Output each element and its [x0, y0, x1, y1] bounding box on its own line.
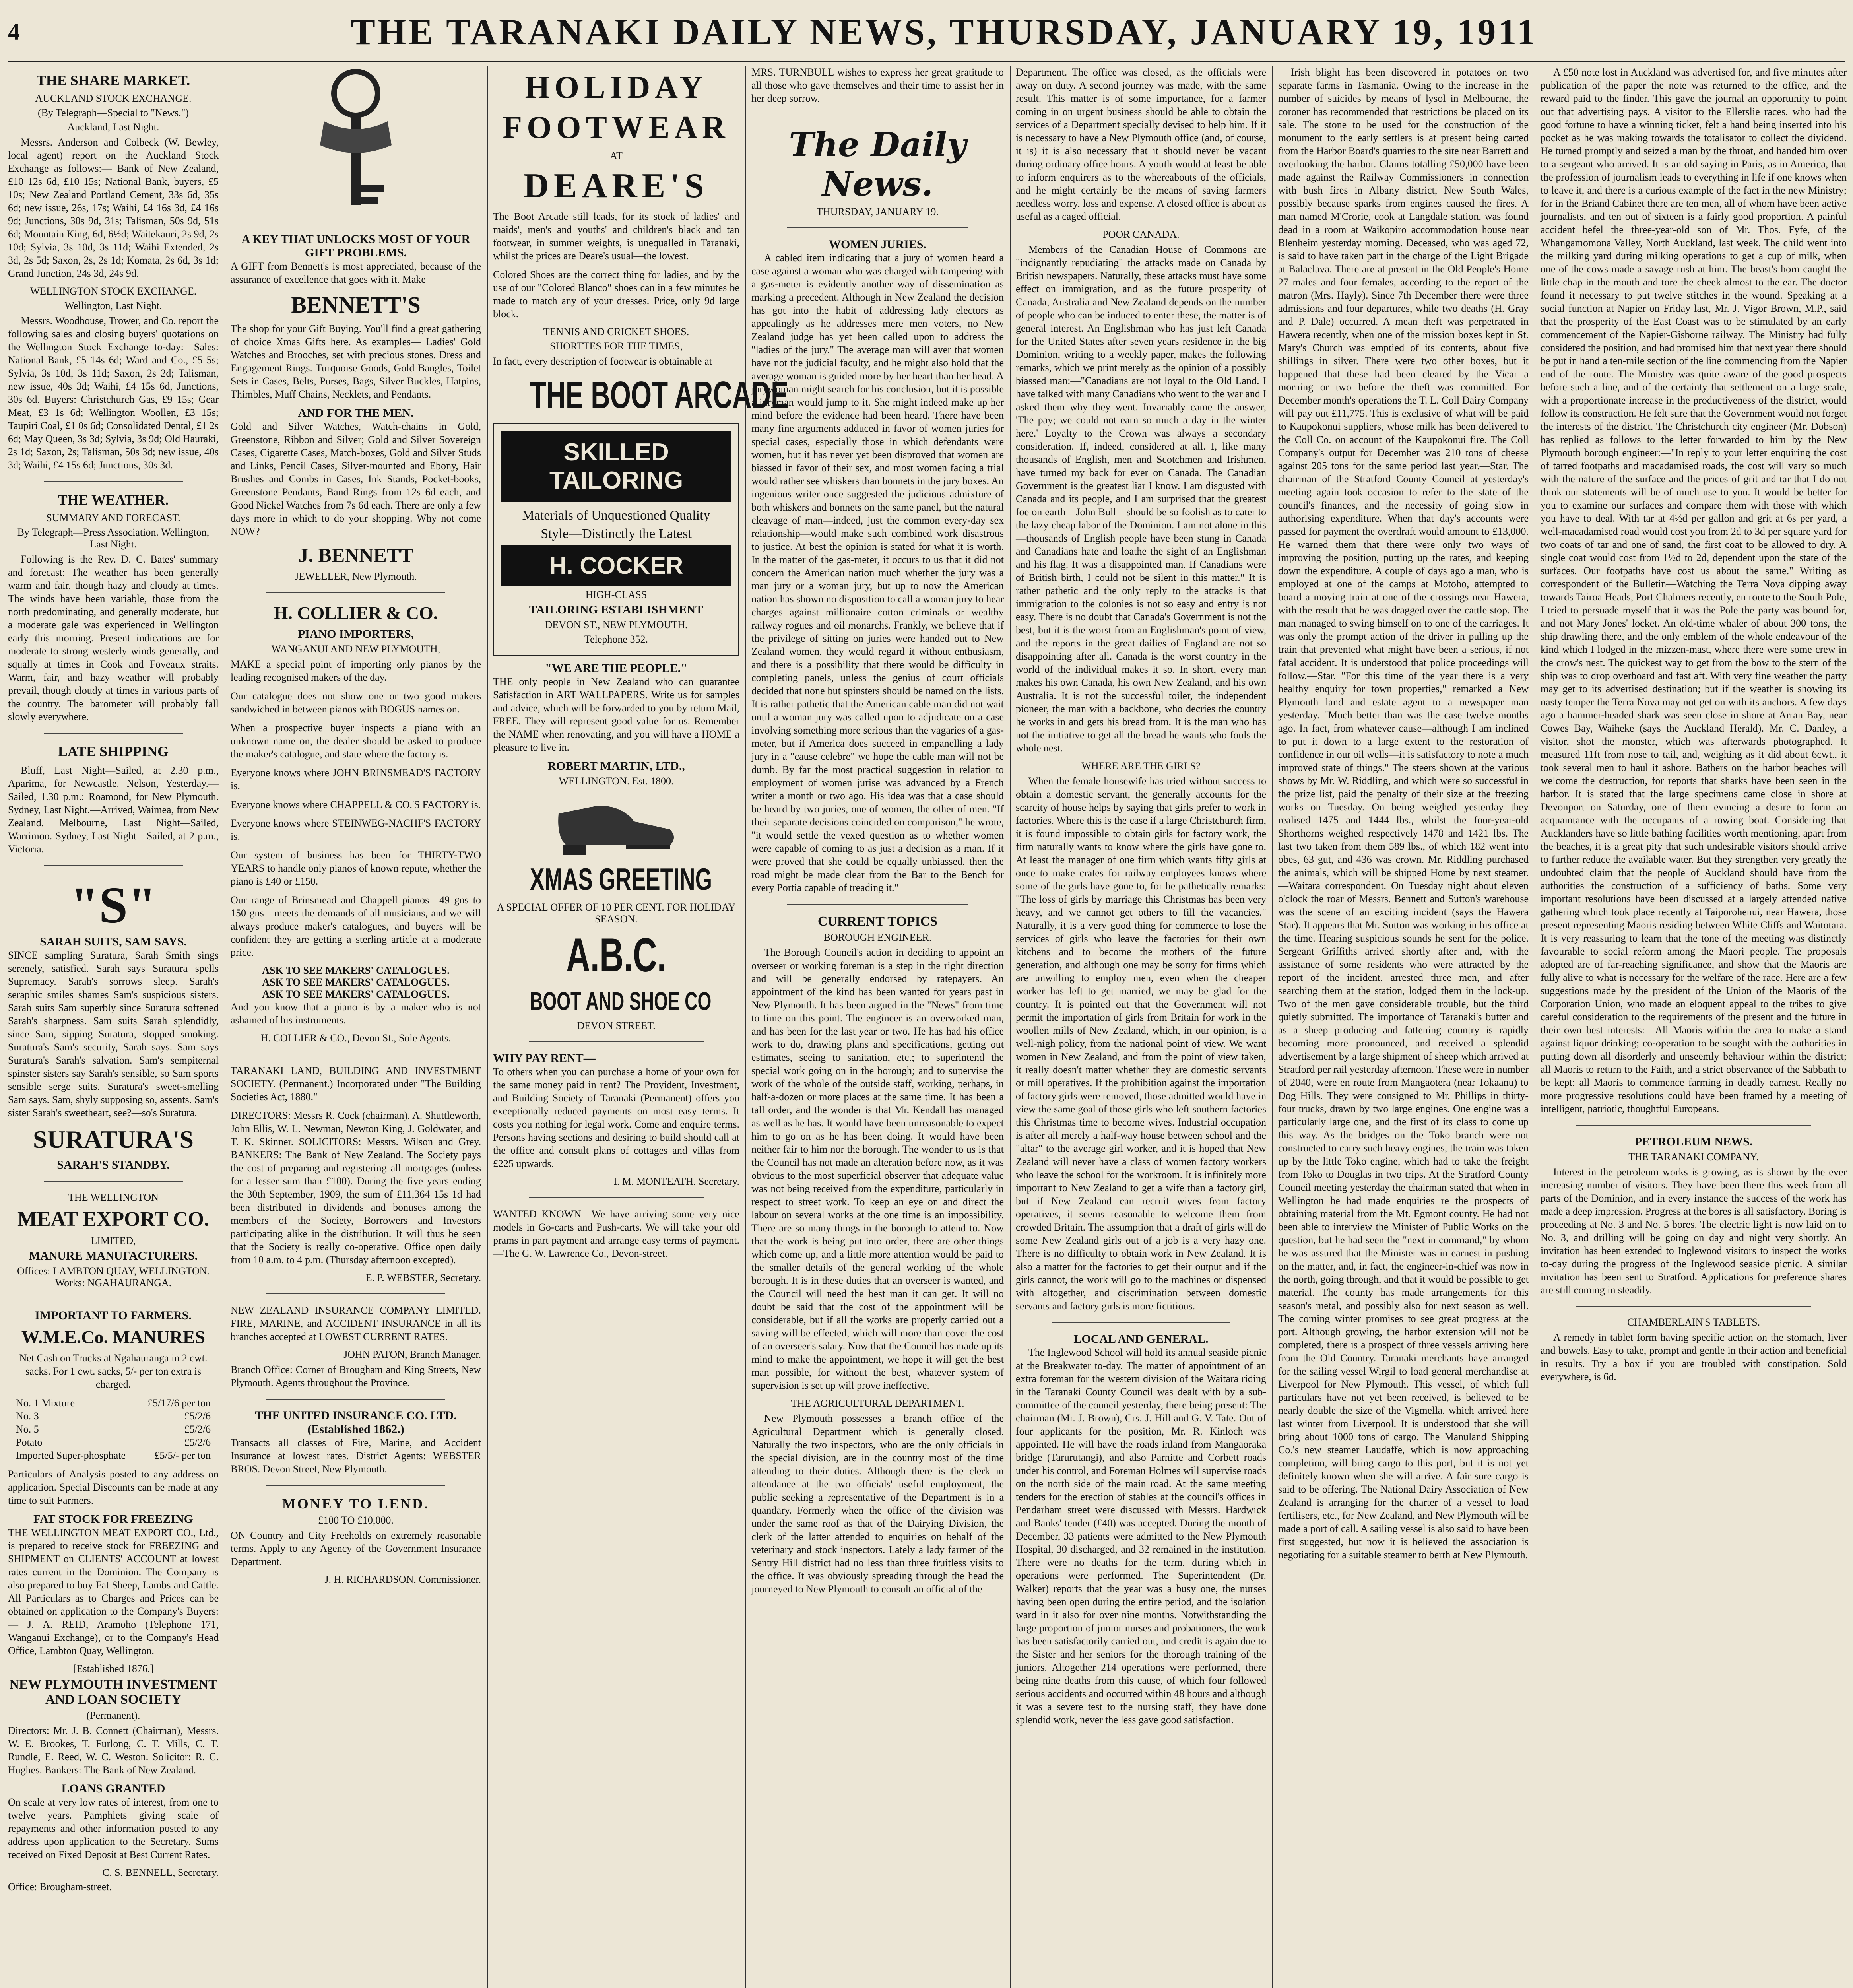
- wellington-report: Messrs. Woodhouse, Trower, and Co. report the following sales and closing buyers' quotations on the Wellington Stock Exchange to-day:—Sales: National Bank, £5 14s 6d; Ward and Co., £5 5s; Sylvia, 3s 10d, 3s 11d; Saxon, 2s 2d; Talisman, new issue, 40s 3d; Waihi, £4 15s 6d, Junctions, 30s 6d. Buyers: Christchurch Gas, £9 15s; Gear Meat, £3 1s 6d; Wellington Woollen, £3 15s; Taupiri Coal, £1 0s 6d; Consolidated Dental, £1 2s 6d; May Queen, 3s 3d; Sylvia, 3s 9d; Old Hauraki, 2s 1d; Saxon, 2s; Talisman, 50s 3d; new issue, 40s 3d; Waihi, £4 15s 6d; Junctions, 30s 3d.: [8, 315, 219, 471]
- collier-sub: WANGANUI AND NEW PLYMOUTH,: [271, 643, 440, 655]
- price-row: [16, 1423, 211, 1436]
- telegraph-line: (By Telegraph—Special to "News."): [38, 107, 189, 118]
- column-3: [493, 66, 789, 1988]
- local-general-text: The Inglewood School will hold its annual seaside picnic at the Breakwater to-day. The matter of appointment of an extra foreman for the western division of the Waitara riding in the Taranaki County Council was dealt with by a sub-committee of the council yesterday, there being present: The chairman (Mr. J. Brown), Crs. J. Hill and G. V. Tate. Out of four applicants for the position, Mr. R. Kinloch was appointed. He will have the roads inland from Mangaoraka bridge (Tarurutangi), and also Parnitte and Corbett roads under his control, and Foreman Holmes will supervise roads on the north side of the main road. At the same meeting tenders for the erection of stables at the council's offices in Pendarham street were discussed with Messrs. Hardwick and Banks' tender (£40) was accepted. During the month of December, 33 patients were admitted to the New Plymouth Hospital, 30 discharged, and 32 remained in the institution. There were no deaths for the term, during which in operations were performed. The Superintendent (Dr. Walker) reports that the year was a busy one, the nurses having been open during the entire period, and the isolation ward in it also for over nine months. Notwithstanding the large proportion of junior nurses and probationers, the work has been satisfactorily carried out, and credit is again due to the Sister and her seniors for the thorough training of the juniors. Altogether 214 operations were performed, there being nine deaths from this cause, of which four followed serious accidents and occurred within 48 hours and although it was a severe test to the nursing staff, they have done splendid work, never the less gave good satisfaction.: [1016, 1347, 1266, 1726]
- united-insurance-text: Transacts all classes of Fire, Marine, and Accident Insurance at lowest rates. District Agents: WEBSTER BROS. Devon Street, New Plymouth.: [231, 1437, 481, 1475]
- divider: [1576, 1125, 1811, 1126]
- office-line: Office: Brougham-street.: [8, 1881, 112, 1893]
- bennetts-text: The shop for your Gift Buying. You'll find a great gathering of choice Xmas Gifts here. As examples— Ladies' Gold Watches and Brooches, set with precious stones. Dress and Engagement Rings. Turquoise Goods, Gold Bangles, Toilet Sets in Cases, Belts, Purses, Bags, Silver Buckles, Hatpins, Thimbles, Muff Chains, Necklets, and Pendants.: [231, 323, 481, 400]
- why-pay-rent-heading: WHY PAY RENT—: [493, 1052, 596, 1065]
- collier-sub: PIANO IMPORTERS,: [297, 627, 414, 641]
- price-value: £5/2/6: [184, 1437, 211, 1448]
- collier-text: MAKE a special point of importing only pianos by the leading recognised makers of the day.: [231, 658, 481, 683]
- divider: [266, 1293, 445, 1294]
- cocker-name: H. COCKER: [501, 545, 731, 586]
- investment-society-title: NEW PLYMOUTH INVESTMENT AND LOAN SOCIETY: [9, 1677, 217, 1707]
- divider: [787, 904, 968, 905]
- deares-text: The Boot Arcade still leads, for its stock of ladies' and maids', men's and youths' and children's black and tan footwear, in summer weights, is unequalled in Taranaki, whilst the prices are Deare's usual—the lowest.: [493, 211, 739, 262]
- price-item: No. 3: [16, 1410, 39, 1422]
- price-row: [16, 1449, 211, 1462]
- united-insurance-heading: THE UNITED INSURANCE CO. LTD. (Established 1862.): [255, 1409, 457, 1436]
- investment-society-directors: Directors: Mr. J. B. Connett (Chairman), Messrs. W. E. Brookes, T. Furlong, C. T. Mills, C. T. Rundle, E. Reed, W. C. Weston. Solicitor: R. C. Hughes. Bankers: The Bank of New Zealand.: [8, 1725, 219, 1776]
- abc-street: DEVON STREET.: [577, 1020, 656, 1031]
- we-are-the-people: "WE ARE THE PEOPLE.": [545, 662, 687, 675]
- divider: [529, 1041, 704, 1042]
- women-juries-text: A cabled item indicating that a jury of women heard a case against a woman who was charged with tampering with a gas-meter is evidently another way of dissemination as marking a precedent. Although in New Zealand the decision has got into the habit of addressing lady electors as appealingly as he addresses mere men voters, no New Zealand judge has yet been called upon to address the "ladies of the jury." The average man will aver that women have not the judicial faculty, and he might also hold that the average woman is guided more by her heart than her head. A jurywoman might search for his conclusion, but it is possible a juryman would jump to it. She might indeed make up her mind before the evidence had been heard. There have been many fine arguments adduced in favor of women juries for special cases, especially those in which defendants were women, but it has never yet been disproved that women are biassed in favor of their sex, and most women facing a trial would rather see whiskers than bonnets in the jury boxes. An ingenious writer once suggested the judicious admixture of both whiskers and bonnets on the same panel, but the natural cleavage of man—indeed, just the common every-day sex relationship—would make such combined work disastrous to justice. At best the opinion is stated for what it is worth. In the matter of the gas-meter, it occurs to us that it did not concern the American nation much whether the jury was a man jury or a woman jury, but up to now the American nation has shown no disposition to call a woman jury to hear charges against millionaire cotton criminals or wealthy railway rogues and oil monarchs. Frankly, we believe that if the privilege of sitting on juries were handed out to New Zealand women, they would regard it without enthusiasm, and there is a possibility that there would be difficulty in completing panels, unless the genius of court officials decided that none but spinsters should be named on the lists. It is rather pathetic that the American cable man did not wait until a woman jury was called upon to adjudicate on a case involving something more serious than the vagaries of a gas-meter, but if America does succeed in empanelling a lady jury in a "cause celebre" we hope the cable man will not be dumb. By far the most practical suggestion in relation to employment of women jurise was advanced by a French writer a month or two ago. His idea was that a case should be heard by two juries, one of women, the other of men. "If their separate decisions coincided on comparison," he wrote, "it would settle the vexed question as to whether women were capable of coming to as just a decision as a man. If it were proved that she could be equally unbiassed, then the road might be made clear from the Bar to the Bench for every Portia capable of treading it.": [751, 252, 1004, 893]
- suratura-ad-text: SINCE sampling Suratura, Sarah Smith sings serenely, satisfied. Sarah says Suratura spells Supremacy. Sarah's sorrows sleep. Sarah's seraphic smiles shames Sam's suspicious sisters. Sarah suits Sam superbly since Suratura softened Sarah's sharpness. Sam suits Sarah splendidly, since Sam, sipping Suratura, stopped smoking. Suratura's Sam's security, Sarah says. Sam says Suratura's Sarah's salvation. Sam's sempiternal spinster sisters say Sarah's sensible, so Sam sports sensible serge suits. Suratura's sweet-smelling Sam says. Sam, shyly supposing so, assents. Sam's sister Sarah's sweetheart, see?—so's Suratura.: [8, 949, 219, 1118]
- agricultural-dept-continued: Department. The office was closed, as the officials were away on duty. A second journey was made, with the same result. This matter is of some importance, for a farmer coming in on urgent business should be able to obtain the services of a Department specially devised to help him. If it is necessary to have a New Plymouth office (and, of course, it is) it is also necessary that it should never be vacant during ordinary office hours. A youth would at least be able to inform enquirers as to the whereabouts of the officials, and he might certainly be the means of saving farmers needless worry, loss and expense. A closed office is about as useful as a caged official.: [1016, 66, 1266, 222]
- nz-insurance-sign: JOHN PATON, Branch Manager.: [343, 1349, 481, 1360]
- divider: [1052, 1322, 1230, 1323]
- wellington-exchange-heading: WELLINGTON STOCK EXCHANGE.: [30, 285, 197, 297]
- key-illustration: [308, 66, 404, 233]
- key-text: A GIFT from Bennett's is most appreciated, because of the assurance of excellence that goes with it. Make: [231, 260, 481, 285]
- established-line: [Established 1876.]: [73, 1663, 154, 1674]
- loans-text: On scale at very low rates of interest, from one to twelve years. Pamphlets giving scale of repayments and other information posted to any address upon application to the Secretary. Sums received on Fixed Deposit at Best Current Rates.: [8, 1796, 219, 1860]
- divider: [44, 733, 183, 734]
- column-rule: [1010, 66, 1011, 1988]
- bennetts-title: BENNETT'S: [291, 292, 421, 318]
- meat-co-line: MANURE MANUFACTURERS.: [29, 1249, 198, 1262]
- why-pay-rent-sign: I. M. MONTEATH, Secretary.: [613, 1176, 739, 1187]
- current-topics-heading: CURRENT TOPICS: [817, 914, 938, 929]
- deares-title: DEARE'S: [524, 167, 709, 205]
- farmers-heading: IMPORTANT TO FARMERS.: [35, 1309, 192, 1322]
- abc-boot-shoe: BOOT AND SHOE CO: [530, 987, 712, 1015]
- taranaki-land-text: DIRECTORS: Messrs R. Cock (chairman), A. Shuttleworth, John Ellis, W. L. Newman, Newton King, J. Goldwater, and T. K. Skinner. SOLICITORS: Messrs. Wilson and Grey. BANKERS: The Bank of New Zealand. The Society pays the cost of preparing and registering all mortgages (unless for a lesser sum than £100). During the five years ending the 30th September, 1909, the sum of £11,364 15s 1d had been distributed in dividends and bonuses among the members of the Society, Borrowers and Investors participating alike in the distribution. It will thus be seen that the Society is really co-operative. Office open daily from 10 a.m. to 4 p.m. (Thursday afternoon excepted).: [231, 1110, 481, 1266]
- price-row: [16, 1436, 211, 1449]
- cocker-telephone: Telephone 352.: [584, 633, 648, 645]
- holiday-footwear-title: FOOTWEAR: [503, 110, 730, 145]
- shoe-illustration: [551, 790, 682, 857]
- deares-text: Colored Shoes are the correct thing for ladies, and by the use of our "Colored Blanco" shoes can in a few minutes be made to match any of your dresses. Price, only 9d large block.: [493, 269, 739, 320]
- share-market-heading: THE SHARE MARKET.: [36, 72, 190, 88]
- suratura-title: SURATURA'S: [33, 1125, 194, 1153]
- taranaki-land-sign: E. P. WEBSTER, Secretary.: [365, 1272, 481, 1283]
- taranaki-company-heading: THE TARANAKI COMPANY.: [1628, 1151, 1759, 1163]
- price-value: £5/2/6: [184, 1410, 211, 1422]
- meat-co-line: LIMITED,: [91, 1235, 136, 1246]
- j-bennett-sub: JEWELLER, New Plymouth.: [295, 571, 417, 582]
- chamberlains-text: A remedy in tablet form having specific action on the stomach, liver and bowels. Easy to take, prompt and gentle in their action and beneficial in results. Try a box if you are troubled with constipation. Sold everywhere, is 6d.: [1541, 1332, 1847, 1382]
- j-bennett-name: J. BENNETT: [298, 544, 413, 566]
- fat-stock-heading: FAT STOCK FOR FREEZING: [33, 1512, 193, 1526]
- weather-subheading: SUMMARY AND FORECAST.: [46, 512, 180, 524]
- investment-society-sub: (Permanent).: [86, 1710, 140, 1721]
- borough-engineer-text: The Borough Council's action in deciding to appoint an overseer or working foreman is a step in the right direction and will be generally endorsed by ratepayers. An appointment of the kind has been wanted for years past in New Plymouth. It has been argued in the "News" from time to time on this point. The engineer is an overworked man, and has been for the last year or two. He has had his office work to do, drawing plans and specifications, getting out estimates, seeing to sanitation, etc.; to superintend the special work going on in the borough; and to supervise the work of the whole of the outside staff, working, perhaps, in half-a-dozen or more places at the same time. It has been a tall order, and the wonder is that Mr. Kendall has managed as well as he has. It would have been unreasonable to expect him to go on as he has been doing. It would have been neither fair to him nor the borough. The wonder to us is that the Council has not made an alteration before now, as it was obvious to the most superficial observer that adequate value was not being received from the expenditure, particularly in respect to street work. To keep an eye on and direct the labour on several works at the one time is an impossibility. There are so many things in the borough to attend to. Now that the work is being put into order, there are other things which come up, and a little more attention would be paid to the smaller details of the general working of the whole borough. It is in these duties that an overseer is wanted, and the Council will need the best man it can get. It will no doubt be said that the cost of the appointment will be considerable, but if all the works are properly carried out a saving will be effected, which will more than cover the cost of an overseer's salary. Now that the Council has made up its mind to make the appointment, we hope it will get the best man possible, for without the best, whatever system of supervision is set up will prove ineffective.: [751, 947, 1004, 1391]
- price-item: Potato: [16, 1437, 43, 1448]
- catalogue-line: ASK TO SEE MAKERS' CATALOGUES.: [262, 977, 450, 988]
- catalogue-line: ASK TO SEE MAKERS' CATALOGUES.: [262, 988, 450, 1000]
- money-to-lend-heading: MONEY TO LEND.: [282, 1496, 430, 1512]
- for-the-men-heading: AND FOR THE MEN.: [298, 406, 414, 419]
- auckland-report: Messrs. Anderson and Colbeck (W. Bewley, local agent) report on the Auckland Stock Exchange as follows:— Bank of New Zealand, £10 12s 6d, £10 15s; National Bank, buyers, £5 10s; New Zealand Portland Cement, 33s 6d, 35s 6d; new issue, 26s, 17s; Waihi, £4 16s 3d, £4 16s 9d; Junctions, 30s 9d, 31s; Talisman, 50s 9d, 51s 6d; Mountain King, 6d, 6½d; Waitekauri, 2s 9d, 2s 10d; Sylvia, 3s 10d, 3s 11d; Waihi Extended, 2s 3d, 2s 5d; Saxon, 2s, 2s 1d; Komata, 2s 6d, 3s 1d; Grand Junction, 24s 3d, 24s 9d.: [8, 136, 219, 279]
- collier-title: H. COLLIER & CO.: [274, 603, 438, 623]
- collier-text: Everyone knows where JOHN BRINSMEAD'S FACTORY is.: [231, 767, 481, 792]
- collier-text: And you know that a piano is by a maker who is not ashamed of his instruments.: [231, 1001, 481, 1026]
- for-the-men-text: Gold and Silver Watches, Watch-chains in Gold, Greenstone, Ribbon and Silver; Gold and Silver Sovereign Cases, Cigarette Cases, Match-boxes, Gold and Silver Studs and Links, Pencil Cases, Silver-mounted and Ebony, Hair Brushes and Combs in Cases, Ink Stands, Pocket-books, Greenstone Pendants, Band Rings from 12s 6d each, and Good Nickel Watches from 7s 6d each. There are only a few days more in which to do your shopping. Why not come NOW?: [231, 421, 481, 537]
- divider: [44, 481, 183, 482]
- price-row: [16, 1409, 211, 1423]
- price-value: £5/2/6: [184, 1423, 211, 1435]
- price-item: No. 1 Mixture: [16, 1397, 75, 1409]
- manures-title: W.M.E.Co. MANURES: [21, 1327, 206, 1347]
- column-2: [231, 66, 481, 1988]
- wanted-known-text: WANTED KNOWN—We have arriving some very nice models in Go-carts and Push-carts. We will take your old prams in part payment and arrange easy terms of payment.—The G. W. Lawrence Co., Devon-street.: [493, 1208, 739, 1259]
- catalogue-line: ASK TO SEE MAKERS' CATALOGUES.: [262, 965, 450, 976]
- xmas-offer: A SPECIAL OFFER OF 10 PER CENT. FOR HOLIDAY SEASON.: [497, 901, 736, 925]
- collier-text: Our catalogue does not show one or two good makers sandwiched in between pianos with BOGUS names on.: [231, 690, 481, 715]
- meat-export-title: MEAT EXPORT CO.: [17, 1208, 210, 1231]
- dateline: Auckland, Last Night.: [67, 121, 159, 133]
- divider: [44, 865, 183, 866]
- dateline: Wellington, Last Night.: [64, 300, 162, 311]
- nz-insurance-text: NEW ZEALAND INSURANCE COMPANY LIMITED. FIRE, MARINE, and ACCIDENT INSURANCE in all its branches accepted at LOWEST CURRENT RATES.: [231, 1305, 481, 1342]
- boot-arcade-title: THE BOOT ARCADE: [530, 374, 789, 416]
- cocker-high-class: HIGH-CLASS: [585, 589, 647, 600]
- money-to-lend-sub: £100 TO £10,000.: [318, 1514, 394, 1526]
- meat-co-line: THE WELLINGTON: [68, 1192, 159, 1203]
- page-title: THE TARANAKI DAILY NEWS, THURSDAY, JANUARY 19, 1911: [351, 12, 1538, 52]
- price-value: £5/17/6 per ton: [147, 1397, 211, 1409]
- price-item: Imported Super-phosphate: [16, 1450, 126, 1461]
- robert-martin-name: ROBERT MARTIN, LTD.,: [547, 759, 685, 773]
- paper-nameplate: The Daily News.: [789, 125, 966, 204]
- auckland-exchange-heading: AUCKLAND STOCK EXCHANGE.: [35, 93, 192, 104]
- at-line: AT: [610, 150, 623, 161]
- local-general-continued: Irish blight has been discovered in potatoes on two separate farms in Tasmania. Owing to the increase in the number of suicides by means of lysol in Melbourne, the coroner has recommended that restrictions be placed on its sale. The stone to be used for the construction of the monument to the early settlers is at present being carted from the Harbor Board's quarries to the site near Barrett and overlooking the harbor. Claims totalling £50,000 have been made against the Railway Commissioners in connection with bush fires in Albany district, New South Wales, possibly because sparks from engines caused the fires. A man named M'Crorie, cook at Langdale station, was found dead in a room at Waikopiro accommodation house near Blenheim yesterday morning. Deceased, who was aged 72, is said to have taken part in the charge of the Light Brigade at Balaclava. There are at present in the Old People's Home 27 males and four females, according to the report of the matron (Mrs. Hayly). Since 7th December there were three admissions and four departures, while two deaths (H. Gray and P. Dale) occurred. A mean theft was perpetrated in Hawera recently, when one of the mission boxes kept in St. Mary's Church was emptied of its contents, about five shillings in silver. There were two other boxes, but it happened that these had been cleared by the Vicar a morning or two before the theft was committed. For December month's operations the T. L. Coll Dairy Company will pay out £11,775. This is exclusive of what will be paid to Kaupokonui suppliers, whose milk has been delivered to the Coll Co. on account of the Kaupokonui fire. The Coll Company's output for December was 210 tons of cheese against 205 tons for the same period last year.—Star. The chairman of the Stratford County Council at yesterday's meeting again took occasion to refer to the state of the council's finances, and the necessity of going slow in authorising expenditure. When that day's accounts were passed for payment the overdraft would amount to £13,000. He warned them that there were only two ways of improving the position, putting up the rates, and keeping down the expenditure. A couple of days ago a man, who is employed at one of the camps at Motoho, attempted to board a moving train at one of the crossings near Hawera, with the result that he was dragged over the cattle stop. The man managed to swing himself on to one of the carriages. It was only the prompt action of the driver in pulling up the train that prevented what might have been a serious, if not fatal accident. It is understood that police proceedings will follow.—Star. "For this time of the year there is a very healthy enquiry for town properties," remarked a New Plymouth land and estate agent to a newspaper man yesterday. "Much better than was the case twelve months ago. In fact, from whatever cause—although I am inclined to put it down to a large extent to the restoration of confidence in our oil wells—it is satisfactory to note a much improved state of things." The steers shown at the various shows by Mr. W. Riddling, and which were so successful in the prize list, paid the penalty of their size at the freezing works on Tuesday. On being weighed yesterday they realised 1475 and 1444 lbs., whilst the four-year-old Shorthorns weighed respectively 1478 and 1421 lbs. The last two taken from them 589 lbs., of which 182 went into obes, 63 gut, and 436 was crown. Mr. Riddling purchased the animals, which will be shipped Home by next steamer.—Waitara correspondent. On Tuesday night about eleven o'clock the roar of Messrs. Bennett and Sutton's warehouse was the scene of an exciting incident (says the Hawera Star). It appears that Mr. Sutton was working in his office at the time. Hearing suspicious sounds he sent for the police. Sergeant Griffiths arrived shortly after and, with the assistance of some residents who were attracted by the report of the incident, arrested three men, and after searching them at the station, lodged them in the lock-up. Two of the men gave considerable trouble, but the third quietly submitted. The importance of Taranaki's butter and as a sheep producing and fattening country is rapidly becoming more pronounced, and received a splendid advertisement by a large shipment of sheep which arrived at Stratford per rail yesterday afternoon. These were in number of 2040, were en route from Mangaotera (near Tokaanu) to Dog Hills. They were consigned to Mr. Phillips in thirty-four trucks, drawn by two large engines. One engine was a particularly large one, and the first of its class to come up this way. As the bridges on the Toko branch were not constructed to carry such heavy engines, the train was taken up by the little Toko engine, which had to take the freight from Toko to Douglas in two trips. At the Stratford County Council meeting yesterday the chairman stated that when in Wellington he had made enquiries re the prospects of obtaining material from the Mt. Egmont county. He had not been able to interview the Minister of Public Works on the question, but he had seen the "next in command," by whom he was assured that the Minister was in earnest in pushing on the matter, and, in fact, the engineer-in-chief was now in the north, going through, and that it would be possible to get material. The county has made arrangements for this season's metal, and possibly also for next season as well. The coming winter promises to see great progress at the port. Although growing, the harbor extension will not be completed, there is a prospect of three vessels arriving here from the Old Country. Taranaki merchants have arranged for the sailing vessel Wirgil to load general merchandise at Liverpool for New Plymouth. This vessel, of which full particulars have not yet been received, is believed to be nearly double the size of the Vigmella, which arrived here last winter from Liverpool. It is understood that she will bring about 1000 tons of cargo. The Manuland Shipping Co.'s new steamer Laudaffe, which is now approaching completion, will bring cargo to this port, but it is not yet definitely known when she will arrive. A fair sure cargo is said to be offering. The National Dairy Association of New Zealand is arranging for the charter of a vessel to load fertilisers, etc., for New Zealand, and New Plymouth will be made a port of call. A sailing vessel is also said to have been first suggested, but now it is believed the association is negotiating for a suitable steamer to berth at New Plymouth.: [1278, 66, 1529, 1561]
- taranaki-land-heading: TARANAKI LAND, BUILDING AND INVESTMENT SOCIETY. (Permanent.) Incorporated under "The Building Societies Act, 1880.": [231, 1065, 481, 1103]
- column-4: [751, 66, 1004, 1988]
- column-rule: [1272, 66, 1273, 1988]
- money-to-lend-sign: J. H. RICHARDSON, Commissioner.: [324, 1574, 481, 1585]
- column-rule: [487, 66, 488, 1988]
- shortt-line: SHORTTES FOR THE TIMES,: [549, 340, 683, 352]
- column-rule: [745, 66, 746, 1988]
- borough-engineer-heading: BOROUGH ENGINEER.: [823, 932, 932, 943]
- agricultural-dept-text: New Plymouth possesses a branch office of the Agricultural Department which is generally closed. Naturally the two inspectors, who are the only officials in the special division, are in the country most of the time attending to their duties. Although there is the clerk in attendance at the two officials' useful employment, the public seeking a representative of the Department is in a quandary. Formerly when the office of the division was under the same roof as that of the Dairying Division, the clerk of the latter attended to enquiries on behalf of the veterinary and stock inspectors. Lately a lady farmer of the Sentry Hill district had no less than three fruitless visits to the office. It was obviously spreading through the head the journeyed to New Plymouth to consult an official of the: [751, 1413, 1004, 1595]
- suratura-subheading: SARAH SUITS, SAM SAYS.: [40, 935, 187, 948]
- suratura-tagline: SARAH'S STANDBY.: [57, 1158, 170, 1171]
- petroleum-news-heading: PETROLEUM NEWS.: [1634, 1135, 1753, 1148]
- collier-text: Our system of business has been for THIRTY-TWO YEARS to handle only pianos of known repute, whether the piano is £40 or £150.: [231, 849, 481, 887]
- key-heading: A KEY THAT UNLOCKS MOST OF YOUR GIFT PROBLEMS.: [241, 233, 470, 259]
- poor-canada-text: Members of the Canadian House of Commons are "indignantly repudiating" the attacks made on Canada by British newspapers. Naturally, these attacks must have some effect on immigration, and as the future prosperity of Canada, Australia and New Zealand depends on the number of people who can be induced to enter these, the matter is of general interest. An Englishman who has just left Canada for the United States after seven years residence in the big Dominion, writing to a weekly paper, makes the following remarks, which we print merely as the opinion of a possibly biassed man:—"Canadians are not loyal to the Old Land. I have talked with many Canadians who went to the war and I asked them why they went. Invariably came the answer, 'The pay; we could not earn so much a day in the winter here.' Loyalty to the Crown was always a secondary consideration. If, indeed, considered at all. I, like many thousands of English, men and Scotchmen and Irishmen, have turned my back for ever on Canada. The Canadian Government is the greatest liar I know. I am disgusted with Canada and its people, and I am surprised that the greatest foe on earth—John Bull—should be so foolish as to cater to the lazy cheap labor of the Dominion. I am not alone in this—thousands of English people have been stung in Canada and Canadians hate and loathe the sight of an Englishman and his flag. It was a disappointed man. If Canadians were of British birth, I could not be silent in this matter." It is rather pathetic and the only reply to the attacks is that immigration to the colonies is not so easy and entry is not easy. There is no doubt that Canada's Government is not the best, but it is the worst from an Englishman's point of view, and the reports in the great dailies of England are not so disappointing after all. Canada is the worst country in the world of the individual makes it so. In short, every man makes his own Canada, his own New Zealand, and his own Australia. It is not the successful toiler, the independent pioneer, the man with a backbone, who decries the country he works in and gets his bread from. It is the man who has not the initiative to get all the bread he wants who fouls the whole nest.: [1016, 244, 1266, 754]
- taranaki-company-text: Interest in the petroleum works is growing, as is shown by the ever increasing number of visitors. They have been there this week from all parts of the Dominion, and in every instance the success of the work has made a deep impression. Progress at the bores is all satisfactory. Boring is proceeding at No. 3 and No. 5 bores. The electric light is now laid on to No. 3, and drilling will be going on day and night very shortly. An invitation has been extended to Inglewood visitors to inspect the works to-day during the progress of the Inglewood seaside picnic. A similar invitation has been sent to Stratford. Applications for preference shares are still coming in steadily.: [1541, 1166, 1847, 1296]
- tennis-line: TENNIS AND CRICKET SHOES.: [543, 326, 689, 338]
- manures-text: Particulars of Analysis posted to any address on application. Special Discounts can be made at any time to suit Farmers.: [8, 1468, 219, 1506]
- shipping-heading: LATE SHIPPING: [58, 744, 169, 759]
- holiday-footwear-title: HOLIDAY: [525, 70, 708, 105]
- leader-date: THURSDAY, JANUARY 19.: [817, 206, 939, 217]
- cocker-establishment: TAILORING ESTABLISHMENT: [529, 603, 704, 616]
- price-value: £5/5/- per ton: [154, 1450, 211, 1461]
- divider: [44, 1181, 183, 1182]
- collier-sign: H. COLLIER & CO., Devon St., Sole Agents.: [260, 1032, 451, 1044]
- cocker-address: DEVON ST., NEW PLYMOUTH.: [545, 619, 688, 631]
- cocker-text: Style—Distinctly the Latest: [541, 526, 692, 541]
- where-are-the-girls-heading: WHERE ARE THE GIRLS?: [1081, 760, 1201, 772]
- price-row: [16, 1396, 211, 1409]
- chamberlains-heading: CHAMBERLAIN'S TABLETS.: [1627, 1316, 1760, 1328]
- money-to-lend-text: ON Country and City Freeholds on extremely reasonable terms. Apply to any Agency of the Government Insurance Department.: [231, 1530, 481, 1567]
- weather-heading: THE WEATHER.: [58, 492, 169, 508]
- secretary-sign: C. S. BENNELL, Secretary.: [102, 1867, 219, 1878]
- meat-co-offices: Offices: LAMBTON QUAY, WELLINGTON. Works: NGAHAURANGA.: [17, 1265, 210, 1289]
- weather-byline: By Telegraph—Press Association. Wellington, Last Night.: [17, 526, 210, 550]
- manures-text: Net Cash on Trucks at Ngahauranga in 2 cwt. sacks. For 1 cwt. sacks, 5/- per ton extra is charged.: [19, 1352, 208, 1390]
- divider: [266, 1399, 445, 1400]
- robert-martin-sub: WELLINGTON. Est. 1800.: [559, 775, 674, 787]
- collier-text: Everyone knows where CHAPPELL & CO.'S FACTORY is.: [231, 799, 481, 810]
- collier-text: Our range of Brinsmead and Chappell pianos—49 gns to 150 gns—meets the demands of all musicians, and we will always produce maker's catalogues, and buyers will be confident they are getting a sterling article at a moderate price.: [231, 894, 481, 958]
- shipping-report: Bluff, Last Night—Sailed, at 2.30 p.m., Aparima, for Newcastle. Nelson, Yesterday.—Sailed, 1.30 p.m.: Roamond, for New Plymouth. Sydney, Last Night.—Arrived, Waimea, from New Zealand. Melbourne, Last Night—Sailed, Warrimoo. Sydney, Last Night—Sailed, at 2 p.m., Victoria.: [8, 765, 219, 855]
- abc-title: A.B.C.: [566, 928, 666, 982]
- skilled-tailoring-banner: SKILLED TAILORING: [501, 431, 731, 502]
- page-number: 4: [8, 18, 20, 45]
- where-are-the-girls-text: When the female housewife has tried without success to obtain a domestic servant, the generally accounts for the scarcity of house helps by saying that girls prefer to work in factories. Where this is the case if a large Christchurch firm, it is found impossible to obtain girls for factory work, the firm naturally wants to know where the girls have gone to. At least the manager of one firm which wants fifty girls at once to make crates for railway employees knows where some of the girls have gone to, for he pathetically remarks: "The loss of girls by marriage this Christmas has been very heavy, and we cannot get others to fill the vacancies." Naturally, it is a very good thing for commerce to lose the services of girls who leave the factories for their own kitchens and to become the mothers of the future generation, and although one may be sorry for firms which are unwilling to employ men, even when the cheaper worker has left to get married, we may be glad for the country. It is pointed out that the Government will not permit the importation of girls from Britain for work in the woollen mills of New Zealand, which, in our opinion, is a well-nigh policy, from the national point of view. We want women in New Zealand, and from the point of view taken, it really doesn't matter whether they are domestic servants or mill operatives. If the prohibition against the importation of factory girls were removed, those admitted would have in view the same goal of those girls who left southern factories this Christmas time to become wives. Industrial occupation is after all merely a half-way house between school and the "altar" to the average girl worker, and it is hoped that New Zealand will never have a class of women factory workers who leave the school for the workroom. It is infinitely more important to New Zealand to get a wife than a factory girl, but if New Zealand can recruit wives from factory operatives, it seems reasonable to welcome them from crowded Britain. The assumption that a draft of girls will do some New Zealand girls out of a job is a very hazy one. There is no difficulty to obtain work in New Zealand. It is also a matter for the factories to get their output and if the girls cannot, the work will go to the machines or dispensed with altogether, and discrimination between domestic servants and factory girls is more fictitious.: [1016, 775, 1266, 1312]
- masthead: [8, 4, 1845, 62]
- weather-report: Following is the Rev. D. C. Bates' summary and forecast: The weather has been generally warm and fair, though hazy and cloudy at times. The winds have been variable, those from the north predominating, and generally moderate, but a moderate gale was experienced in Wellington early this morning. Present indications are for moderate to strong westerly winds generally, and squally at times in Cook and Foveaux straits. Warm, fair, and hazy weather will probably prevail, though cloudy at times in various parts of the country. The barometer will probably fall slowly everywhere.: [8, 553, 219, 722]
- divider: [529, 1197, 704, 1198]
- agricultural-dept-heading: THE AGRICULTURAL DEPARTMENT.: [791, 1398, 964, 1409]
- local-general-heading: LOCAL AND GENERAL.: [1073, 1332, 1209, 1345]
- cocker-text: Materials of Unquestioned Quality: [522, 508, 710, 523]
- column-5: [1016, 66, 1266, 1988]
- divider: [787, 227, 968, 228]
- suratura-big-s: "S": [70, 877, 157, 934]
- nz-insurance-text: Branch Office: Corner of Brougham and King Streets, New Plymouth. Agents throughout the Province.: [231, 1364, 481, 1388]
- women-juries-heading: WOMEN JURIES.: [829, 238, 927, 251]
- why-pay-rent-text: To others when you can purchase a home of your own for the same money paid in rent? The Provident, Investment, and Building Society of Taranaki (Permanent) offers you exceptionally reduced payments on most easy terms. It costs you nothing for legal work. Come and enquire terms. Persons having sections and desiring to build should call at the office and consult plans of cottages and villas from £225 upwards.: [493, 1066, 739, 1169]
- turnbull-notice: MRS. TURNBULL wishes to express her great gratitude to all those who gave themselves and their time to assist her in her deep sorrow.: [751, 66, 1004, 104]
- deares-text: In fact, every description of footwear is obtainable at: [493, 355, 712, 367]
- divider: [266, 592, 445, 593]
- manure-price-table: [16, 1396, 211, 1462]
- collier-text: Everyone knows where STEINWEG-NACHF'S FACTORY is.: [231, 817, 481, 842]
- poor-canada-heading: POOR CANADA.: [1102, 229, 1180, 240]
- robert-martin-text: THE only people in New Zealand who can guarantee Satisfaction in ART WALLPAPERS. Write us for samples and advice, which will be forwarded to you by return Mail, FREE. They will represent good value for us. Remember the NAME when renovating, and you will have a HOME a pleasure to live in.: [493, 676, 739, 753]
- column-7: [1541, 66, 1847, 1988]
- cocker-advert: [493, 423, 739, 656]
- fat-stock-text: THE WELLINGTON MEAT EXPORT CO., Ltd., is prepared to receive stock for FREEZING and SHIPMENT on CLIENTS' ACCOUNT at lowest rates current in the Dominion. The Company is also prepared to buy Fat Sheep, Lambs and Cattle. All Particulars as to Charges and Prices can be obtained on application to the Company's Buyers:— J. A. REID, Aramoho (Telephone 171, Wanganui Exchange), or to the Company's Head Office, Lambton Quay, Wellington.: [8, 1527, 219, 1656]
- collier-text: When a prospective buyer inspects a piano with an unknown name on, the dealer should be asked to produce the maker's catalogue, and state where the factory is.: [231, 722, 481, 760]
- divider: [1576, 1306, 1811, 1307]
- column-1: [8, 66, 219, 1988]
- loans-heading: LOANS GRANTED: [61, 1782, 165, 1795]
- column-6: [1278, 66, 1529, 1988]
- price-item: No. 5: [16, 1423, 39, 1435]
- divider: [266, 1485, 445, 1486]
- xmas-greeting-title: XMAS GREETING: [530, 862, 712, 897]
- general-news-text: A £50 note lost in Auckland was advertised for, and five minutes after publication of the paper the note was returned to the office, and the reward paid to the finder. This gave the journal an opportunity to point out that advertising pays. A visitor to the Ellerslie races, who had the good fortune to have a winning ticket, felt a hand being inserted into his pocket as he was making towards the totalisator to collect the dividend. He turned promptly and seized a man by the throat, and handed him over to a sergeant who arrived. It is an old saying in Paris, as in America, that the profession of journalism leads to everything in life if one knows when to leave it, and there is a curious example of the fact in the new Ministry; for in the Briand Cabinet there are ten men, all of whom have been active journalists, and ten out of sixteen is a fairly good proportion. A painful accident befel the three-year-old son of Mr. Thos. Fyfe, of the Whangamomona Valley, North Auckland, last week. The child went into the milking yard during milking operations to get a cup of milk, when one of the cows made a savage rush at him. The beast's horn caught the little chap in the mouth and tore the cheek almost to the ear. The doctor found it necessary to put twelve stitches in the wound. Speaking at a social function at Napier on Friday last, Mr. J. Vigor Brown, M.P., said that the prosperity of the East Coast was to be stimulated by an early commencement of the Napier-Gisborne railway. The Ministry had fully considered the position, and had promised him that next year there should be put in hand a ten-mile section of the line commencing from the Napier end of the route. The Ministry was quite aware of the good prospects before such a line, and of the certainty that settlement on a large scale, with a proportionate increase in the productiveness of the district, would follow its construction. He felt sure that the Government would not forget the interests of the district. The Christchurch city engineer (Mr. Dobson) has replied as follows to the letter forwarded to him by the New Plymouth borough engineer:—"In reply to your letter enquiring the cost of tarred footpaths and macadamised roads, the cost will vary so much with the nature of the surface and the prices of grit and tar that I do not think our statements will be of much use to you. It would be better for you to examine our surfaces and compare them with those with which you have to deal. With tar at 4½d per gallon and grit at 6s per yard, a well-macadamised road would cost you from 2d to 3d per square yard for two coats of tar and one of sand, the first coat to be allowed to dry. A single coat would cost from 1½d to 2d, dependent upon the state of the surfaces. Our footpaths have cost us about the same." Writing as correspondent of the Bulletin—Watching the Terra Nova dipping away towards Tairoa Heads, Port Chalmers recently, en route to the South Pole, I tried to persuade myself that it was the Pole the party was bound for, and not Mary Jones' locket. An old-time whaler of about 300 tons, the ship drawling there, and the only emblem of the whole endeavour of the kind which I lodged in the mizzen-mast, where there were some crew in the crow's nest. The quickest way to get from the bow to the stern of the ship was to drop overboard and fast aft. With very fine weather the party may get to its advertised destination; but if the weather is showing its nasty temper the Terra Nova may not get on with its anchors. A few days ago a hammer-headed shark was seen close in shore at Arran Bay, near Cowes Bay, Waiheke (says the Auckland Herald). Mr. C. Danley, a visitor, shot the monster, which was afterwards photographed. It measured 11ft from nose to tail, and, weighing as it did about 6cwt., it took several men to haul it ashore. Bathers on the harbor beaches will welcome the destruction, for reports that sharks have been seen in the harbor. It is stated that the large specimens came close in shore at Devonport on Saturday, one of them evincing a desire to form an acquaintance with the occupants of a rowing boat. Considering that Aucklanders have so little bathing facilities worth mentioning, apart from the beaches, it is a great pity that such undesirable visitors should arrive to further reduce the available water. But they strengthen very greatly the undoubted claim that the people of Auckland should have from the authorities the construction of a sufficiency of baths. Some very important resolutions have been discussed at a largely attended native gathering which took place recently at Taiporohenui, near Hawera, those present representing Maoris residing between White Cliffs and Waitotara. It is very reassuring to learn that the tone of the meeting was distinctly favourable to social reform among the Maori people. The proposals adopted are of far-reaching significance, and show that the Maoris are fully alive to what is necessary for the welfare of the race. Here are a few suggestions made by the president of the Union of the Maoris of the Corporation Union, who made an eloquent appeal to the tribes to give careful consideration to the requirements of the present and the future in their own best interests:—All Maoris within the area to make a stand against liquor drinking; co-operation to be sought with the authorities in putting down all disorderly and unseemly behaviour within the district; all Maoris to return to the Faith, and a strict observance of the Sabbath to be kept; all Maoris to commence farming in deadly earnest. Really no more progressive resolutions could have been framed by a meeting of intelligent, patriotic, thoughtful Europeans.: [1541, 66, 1847, 1114]
